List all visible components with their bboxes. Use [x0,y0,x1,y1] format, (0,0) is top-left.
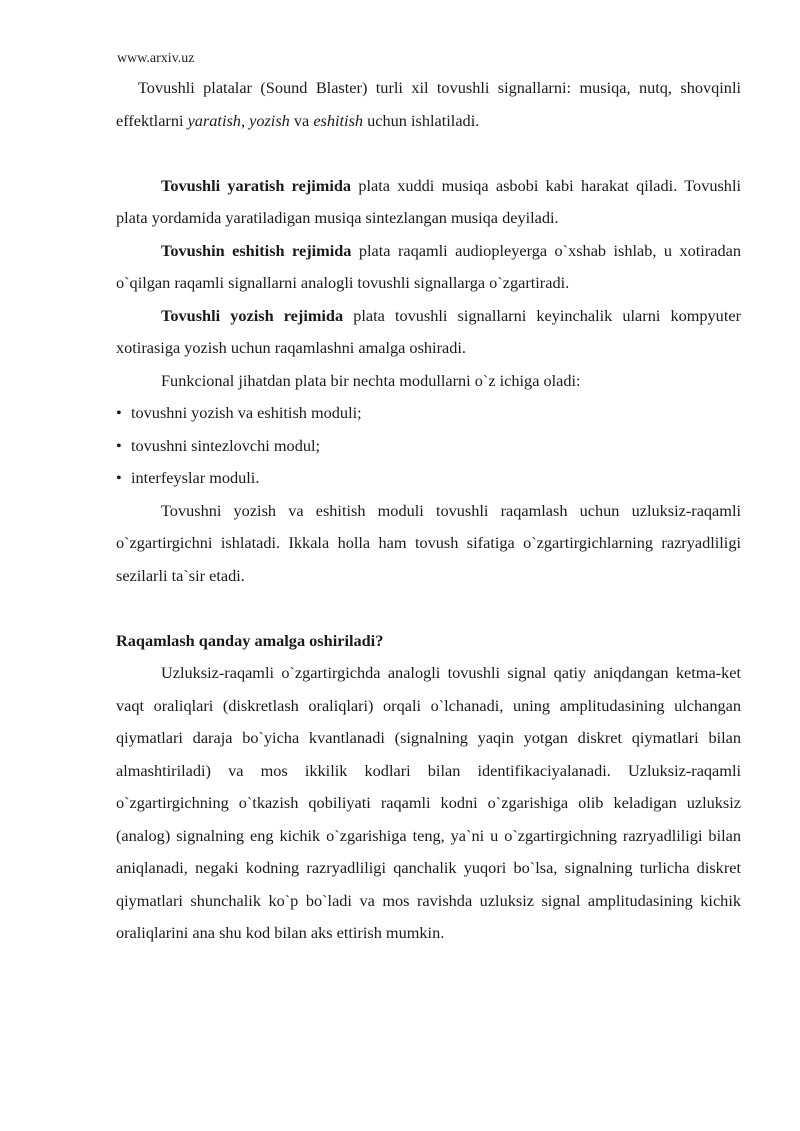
mode-title: Tovushli yozish rejimida [161,305,344,325]
modules-intro: Funkcional jihatdan plata bir nechta modullarni o`z ichiga oladi: [161,370,581,390]
document-body [116,72,741,950]
list-item [116,397,741,430]
mode-paragraph-recording [116,300,741,365]
mode-text: plata tovushli signallarni keyinchalik ularni kompyuter xotirasiga yozish uchun raqamlashni amalga oshiradi. [116,305,741,357]
intro-em-yaratish: yaratish [187,110,241,130]
intro-sep-2: va [289,110,314,130]
mode-text: plata raqamli audiopleyerga o`xshab ishlab, u xotiradan o`qilgan raqamli signallarni analogli tovushli signallarga o`zgartiradi. [116,240,741,292]
mode-paragraph-creation [116,170,741,235]
modules-list [116,397,741,495]
bullet-icon: • [116,435,122,455]
mode-title: Tovushin eshitish rejimida [161,240,352,260]
mode-title: Tovushli yaratish rejimida [161,175,352,195]
list-item-text: tovushni yozish va eshitish moduli; [131,403,362,422]
bullet-icon: • [116,468,122,487]
list-item-text: tovushni sintezlovchi modul; [131,435,321,455]
site-header: www.arxiv.uz [117,51,195,66]
intro-em-yozish: yozish [249,110,290,130]
list-item [116,430,741,463]
intro-sep-1: , [240,110,250,130]
list-item [116,462,741,495]
intro-text-1: Tovushli platalar (Sound Blaster) turli xil tovushli signallarni: musiqa, nutq, shovqinli effektlarni [116,78,741,130]
paragraph-spacer [116,592,741,625]
paragraph-spacer [116,137,741,170]
module-description: Tovushni yozish va eshitish moduli tovushli raqamlash uchun uzluksiz-raqamli o`zgartirgichni ishlatadi. Ikkala holla ham tovush sifatiga o`zgartirgichlarning razryadliligi sezilarli ta`sir etadi. [116,500,741,585]
mode-text: plata xuddi musiqa asbobi kabi harakat qiladi. Tovushli plata yordamida yaratiladigan musiqa sintezlangan musiqa deyiladi. [116,175,741,227]
intro-text-2: uchun ishlatiladi. [363,110,480,130]
section-heading: Raqamlash qanday amalga oshiriladi? [116,630,384,650]
section-body: Uzluksiz-raqamli o`zgartirgichda analogli tovushli signal qatiy aniqdangan ketma-ket vaqt oraliqlari (diskretlash oraliqlari) orqali o`lchanadi, uning amplitudasining ulchangan qiymatlari daraja bo`yicha kvantlanadi (signalning yaqin yotgan diskret qiymatlari bilan almashtiriladi) va mos ikkilik kodlari bilan identifikaciyalanadi. Uzluksiz-raqamli o`zgartirgichning o`tkazish qobiliyati raqamli kodni o`zgarishiga olib keladigan uzluksiz (analog) signalning eng kichik o`zgarishiga teng, ya`ni u o`zgartirgichning razryadliligi bilan aniqlanadi, negaki kodning razryadliligi qanchalik yuqori bo`lsa, signalning turlicha diskret qiymatlari shunchalik ko`p bo`ladi va mos ravishda uzluksiz signal amplitudasining kichik oraliqlarini ana shu kod bilan aks ettirish mumkin. [116,663,741,942]
intro-paragraph [116,72,741,137]
mode-paragraph-playback [116,235,741,300]
intro-em-eshitish: eshitish [313,110,364,130]
bullet-icon: • [116,403,122,422]
list-item-text: interfeyslar moduli. [131,468,260,487]
